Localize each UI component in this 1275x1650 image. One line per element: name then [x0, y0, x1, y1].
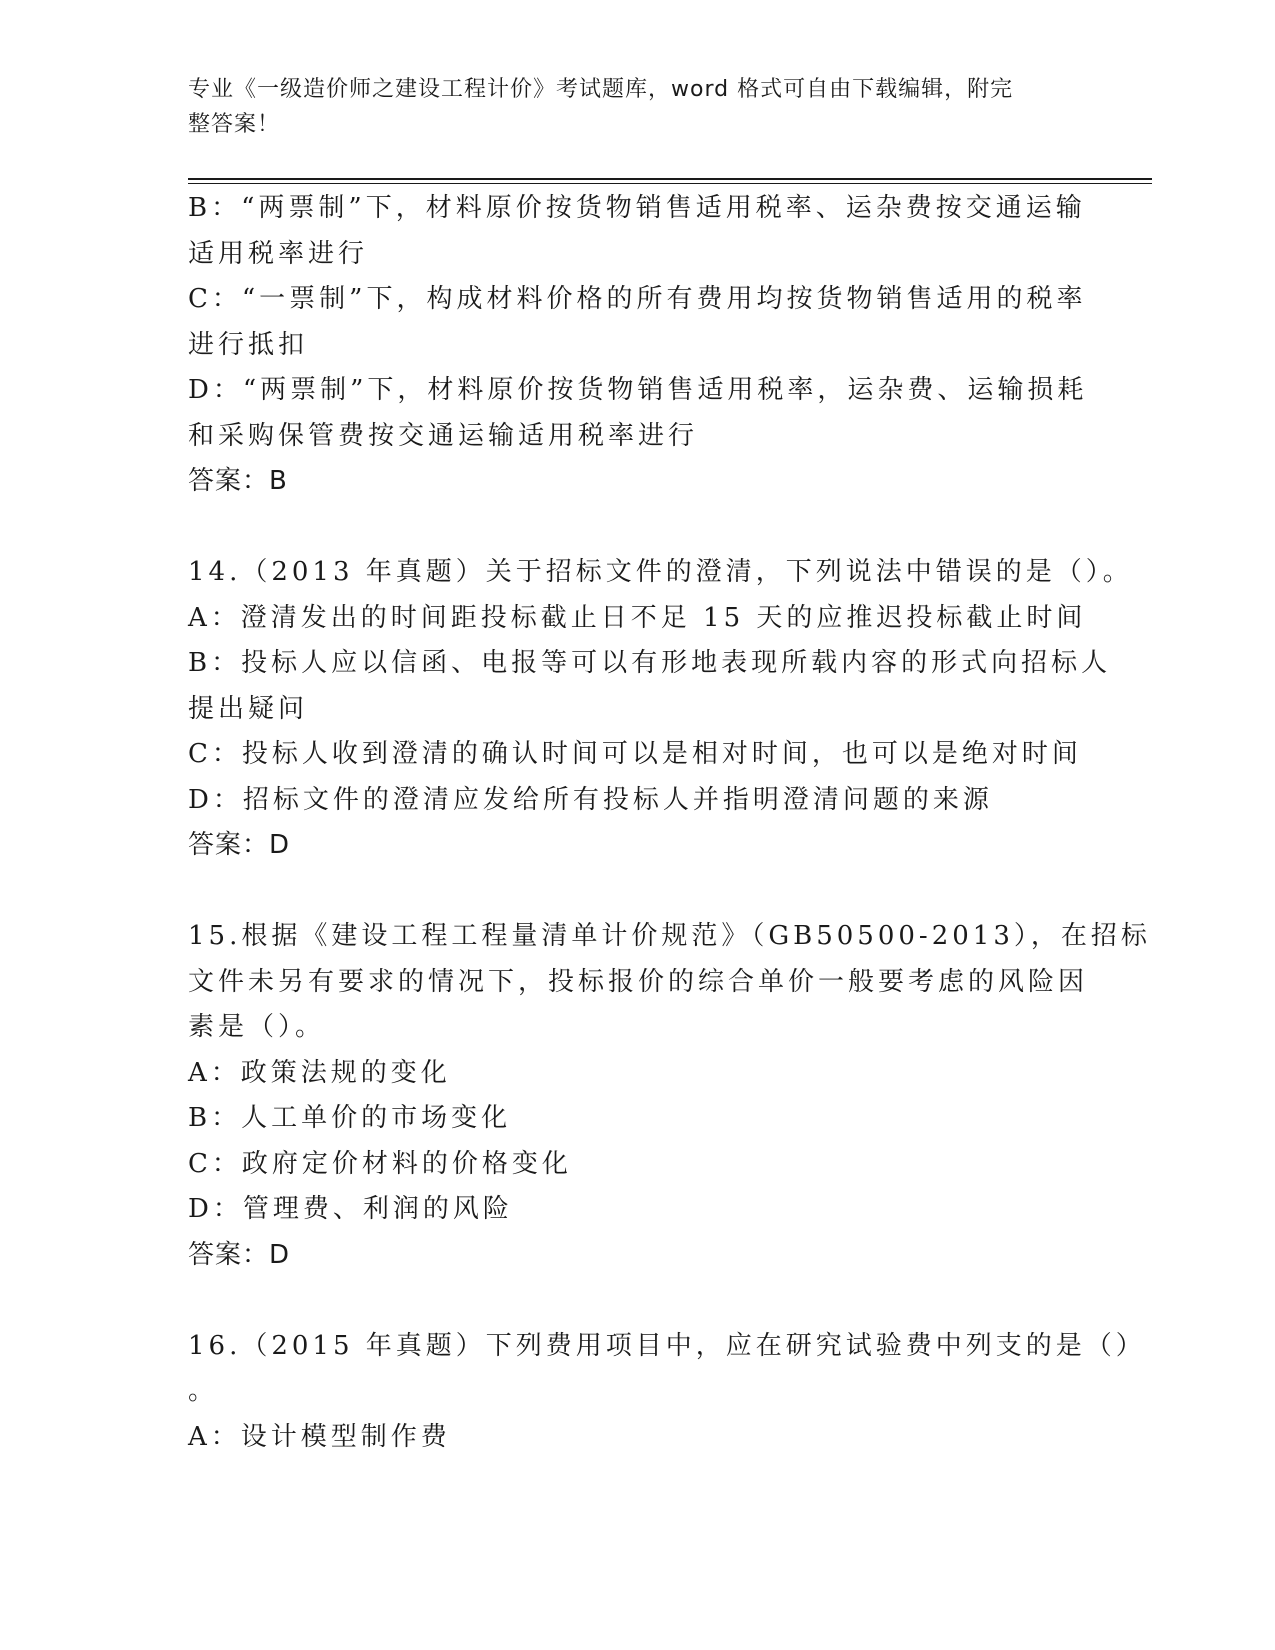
q13-option-c-line-2: 进行抵扣 — [188, 329, 309, 360]
q13-option-d-line-2: 和采购保管费按交通运输适用税率进行 — [188, 420, 699, 451]
q14-option-b-line-2: 提出疑问 — [188, 693, 309, 724]
q16-question-line-2: 。 — [188, 1376, 219, 1406]
spacer — [188, 1278, 1078, 1324]
question-content — [188, 186, 1151, 1460]
q15-option-c: C：政府定价材料的价格变化 — [188, 1148, 572, 1179]
q15-option-b: B：人工单价的市场变化 — [188, 1103, 512, 1133]
header-divider-thick — [188, 178, 1152, 180]
question-14-block — [188, 550, 1133, 869]
q13-option-b-line-1: B：“两票制”下，材料原价按货物销售适用税率、运杂费按交通运输 — [188, 193, 1086, 223]
q13-option-d-line-1: D：“两票制”下，材料原价按货物销售适用税率，运杂费、运输损耗 — [188, 375, 1088, 405]
spacer — [188, 505, 1078, 551]
question-13-block — [188, 186, 1088, 505]
q14-question: 14.（2013 年真题）关于招标文件的澄清，下列说法中错误的是（）。 — [188, 557, 1133, 587]
q15-option-a: A：政策法规的变化 — [188, 1057, 451, 1088]
q14-answer: 答案：D — [188, 830, 291, 860]
q15-question-line-2: 文件未另有要求的情况下，投标报价的综合单价一般要考虑的风险因 — [188, 966, 1089, 997]
q13-option-c-line-1: C：“一票制”下，构成材料价格的所有费用均按货物销售适用的税率 — [188, 284, 1087, 314]
q13-option-b-line-2: 适用税率进行 — [188, 238, 369, 269]
q15-question-line-3: 素是（）。 — [188, 1012, 326, 1042]
q14-option-c: C：投标人收到澄清的确认时间可以是相对时间，也可以是绝对时间 — [188, 739, 1082, 769]
q14-option-b-line-1: B：投标人应以信函、电报等可以有形地表现所载内容的形式向招标人 — [188, 648, 1112, 678]
q15-option-d: D：管理费、利润的风险 — [188, 1194, 513, 1224]
header-divider-thin — [188, 183, 1152, 184]
question-16-block — [188, 1324, 1146, 1461]
q15-answer: 答案：D — [188, 1239, 291, 1270]
question-15-block — [188, 914, 1151, 1278]
q16-question-line-1: 16.（2015 年真题）下列费用项目中，应在研究试验费中列支的是（） — [188, 1330, 1146, 1361]
q16-option-a: A：设计模型制作费 — [188, 1421, 451, 1452]
document-header — [188, 72, 1068, 142]
q13-answer: 答案：B — [188, 466, 288, 496]
q15-question-line-1: 15.根据《建设工程工程量清单计价规范》（GB50500-2013），在招标 — [188, 921, 1151, 951]
header-line-2: 整答案！ — [188, 112, 281, 137]
spacer — [188, 869, 1078, 915]
q14-option-d: D：招标文件的澄清应发给所有投标人并指明澄清问题的来源 — [188, 784, 993, 815]
header-line-1: 专业《一级造价师之建设工程计价》考试题库，word 格式可自由下载编辑，附完 — [188, 77, 1014, 102]
q14-option-a: A：澄清发出的时间距投标截止日不足 15 天的应推迟投标截止时间 — [188, 602, 1087, 633]
